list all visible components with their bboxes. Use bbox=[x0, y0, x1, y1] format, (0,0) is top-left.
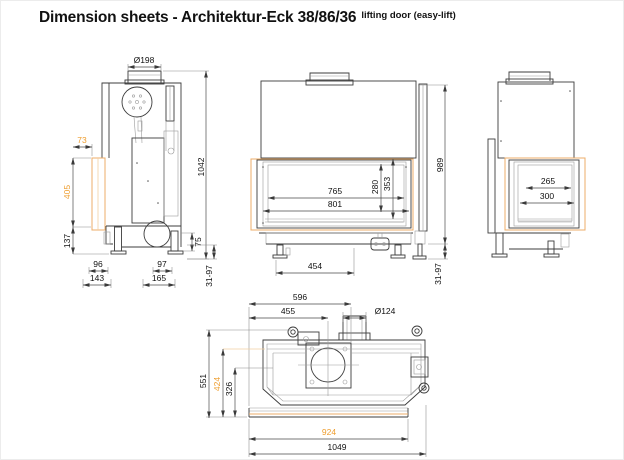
front-view-drawing bbox=[251, 73, 448, 285]
dim-label-glass-front-offset: 73 bbox=[77, 135, 87, 145]
dim-label-foot-offset: 96 bbox=[93, 259, 103, 269]
dim-label-duct-offset: 97 bbox=[157, 259, 167, 269]
page-title: Dimension sheets - Architektur-Eck 38/86/36 bbox=[39, 9, 357, 26]
technical-drawing bbox=[1, 1, 624, 460]
dim-label-glass-width-outer: 801 bbox=[327, 199, 343, 209]
dim-label-body-height: 989 bbox=[435, 157, 445, 173]
dim-label-glass-height-inner: 280 bbox=[370, 179, 380, 195]
dim-label-total-depth: 551 bbox=[198, 373, 208, 389]
dim-label-glass-width: 924 bbox=[321, 427, 337, 437]
dim-label-width-to-plate: 596 bbox=[292, 292, 308, 302]
dim-label-duct-height: 75 bbox=[193, 237, 203, 247]
dim-label-glass-height-outer: 353 bbox=[382, 176, 392, 192]
dim-label-duct-diameter: Ø124 bbox=[374, 306, 396, 316]
dim-label-side-foot-range: 31-97 bbox=[204, 265, 214, 287]
dim-label-glass-depth: 424 bbox=[212, 376, 222, 392]
dim-label-total-width: 1049 bbox=[327, 442, 347, 452]
dim-label-total-height: 1042 bbox=[196, 157, 206, 177]
dim-label-side-glass-inner: 265 bbox=[540, 176, 556, 186]
dim-label-chamber-depth: 326 bbox=[224, 381, 234, 397]
dim-label-side-glass-outer: 300 bbox=[539, 191, 555, 201]
dim-label-front-foot-range: 31-97 bbox=[433, 263, 443, 285]
dim-label-glass-width-inner: 765 bbox=[327, 186, 343, 196]
side-view-drawing bbox=[62, 55, 217, 288]
dim-label-front-depth: 143 bbox=[89, 273, 105, 283]
dim-label-width-to-flue-center: 455 bbox=[280, 306, 296, 316]
dim-label-flue-diameter: Ø198 bbox=[133, 55, 155, 65]
right-view-drawing bbox=[488, 72, 585, 257]
top-view-drawing bbox=[198, 292, 429, 457]
dim-label-rear-depth: 165 bbox=[151, 273, 167, 283]
dim-label-glass-height: 405 bbox=[62, 184, 72, 200]
dim-label-base-height: 137 bbox=[62, 233, 72, 249]
page-subtitle: lifting door (easy-lift) bbox=[361, 10, 456, 21]
dim-label-base-width: 454 bbox=[307, 261, 323, 271]
